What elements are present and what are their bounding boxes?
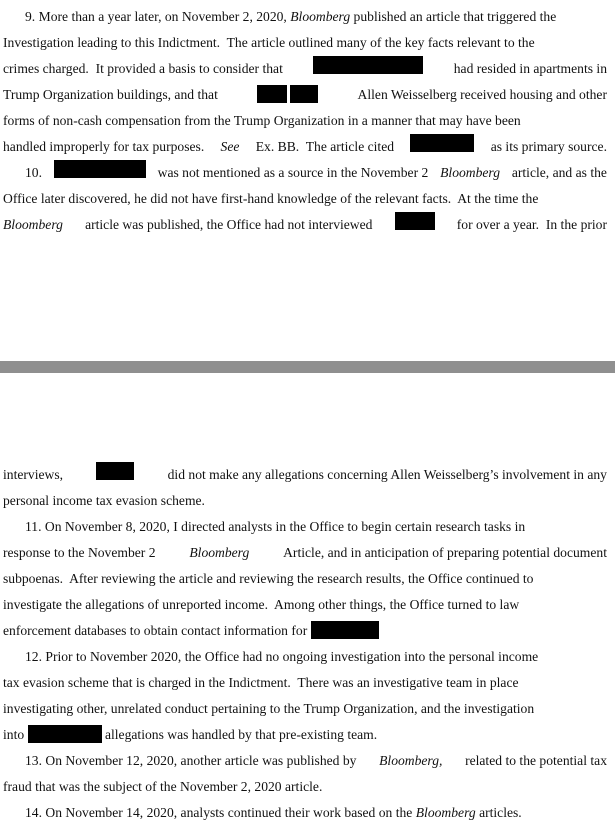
paragraph-number: 9. [25,9,36,24]
paragraph-9-line-3: crimes charged. It provided a basis to consider that had resided in apartments in [3,56,607,82]
paragraph-9-line-5: forms of non-cash compensation from the Trump Organization in a manner that may have been [3,113,521,128]
paragraph-10-line-4: interviews, did not make any allegations concerning Allen Weisselberg’s involvement in any [3,462,607,488]
redaction-pair [257,82,318,108]
paragraph-9-line-4: Trump Organization buildings, and that Allen Weisselberg received housing and other [3,82,607,108]
paragraph-11-line-1: 11. On November 8, 2020, I directed analysts in the Office to begin certain research tasks in [25,519,526,534]
paragraph-10-line-2: Office later discovered, he did not have first-hand knowledge of the relevant facts. At the time the [3,191,539,206]
paragraph-10-line-3: Bloomberg article was published, the Office had not interviewed for over a year. In the prior [3,212,607,238]
paragraph-14-line-1: 14. On November 14, 2020, analysts continued their work based on the Bloomberg articles. [25,805,522,820]
page-break-divider [0,361,615,373]
redaction-box [313,56,423,74]
document-page-top [0,0,615,361]
redaction-box [290,85,318,103]
redaction-box [311,621,379,639]
paragraph-12-line-1: 12. Prior to November 2020, the Office had no ongoing investigation into the personal income [25,649,539,664]
paragraph-9-line-2: Investigation leading to this Indictment. The article outlined many of the key facts relevant to the [3,35,535,50]
paragraph-12-line-2: tax evasion scheme that is charged in the Indictment. There was an investigative team in place [3,675,519,690]
redaction-box [395,212,435,230]
redaction-box [28,725,102,743]
paragraph-11-line-2: response to the November 2 Bloomberg Article, and in anticipation of preparing potential document [3,545,607,560]
paragraph-13-line-1: 13. On November 12, 2020, another article was published by Bloomberg, related to the potential tax [25,753,607,768]
redaction-box [257,85,287,103]
paragraph-9-line-6: handled improperly for tax purposes. See Ex. BB. The article cited as its primary source. [3,134,607,160]
paragraph-12-line-4: into allegations was handled by that pre-existing team. [3,727,378,742]
paragraph-11-line-5: enforcement databases to obtain contact information for [3,618,607,644]
paragraph-13-line-2: fraud that was the subject of the November 2, 2020 article. [3,779,323,794]
paragraph-11-line-4: investigate the allegations of unreported income. Among other things, the Office turned to law [3,597,520,612]
document-page-bottom [0,373,615,831]
redaction-box [96,462,134,480]
redaction-box [54,160,146,178]
paragraph-9-line-1: 9. More than a year later, on November 2, 2020, Bloomberg published an article that triggered the [25,9,557,24]
paragraph-11-line-3: subpoenas. After reviewing the article and reviewing the research results, the Office continued to [3,571,534,586]
paragraph-number: 10. [25,165,42,180]
paragraph-10-line-1: 10. was not mentioned as a source in the November 2 Bloomberg article, and as the [3,160,607,186]
paragraph-10-line-5: personal income tax evasion scheme. [3,493,205,508]
paragraph-12-line-3: investigating other, unrelated conduct pertaining to the Trump Organization, and the investigation [3,701,535,716]
redaction-box [410,134,474,152]
